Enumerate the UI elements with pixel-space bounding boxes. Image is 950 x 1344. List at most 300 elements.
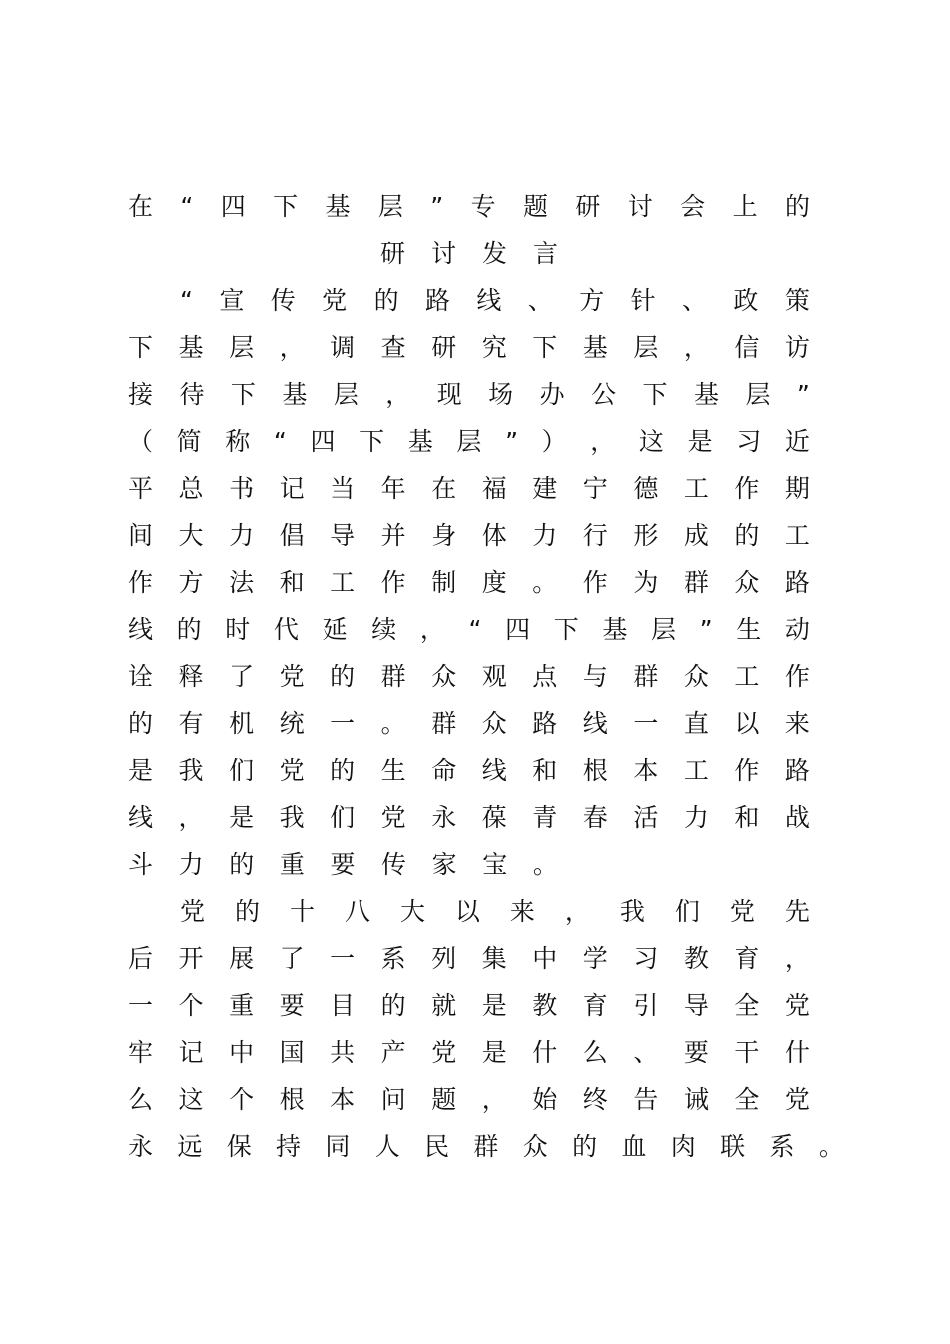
glyph: 先 xyxy=(784,897,810,926)
glyph: 永 xyxy=(128,1132,154,1161)
glyph: 生 xyxy=(380,756,406,785)
glyph: ， xyxy=(590,427,616,456)
glyph: 作 xyxy=(784,662,810,691)
glyph: 作 xyxy=(128,568,154,597)
glyph: 力 xyxy=(178,850,204,879)
paragraph-1-line-1 xyxy=(180,283,810,319)
glyph: 这 xyxy=(178,1085,204,1114)
glyph: 宝 xyxy=(482,850,508,879)
glyph: 来 xyxy=(509,897,535,926)
glyph: 方 xyxy=(579,286,605,315)
glyph: 育 xyxy=(734,944,760,973)
glyph: 终 xyxy=(582,1085,608,1114)
glyph: 生 xyxy=(736,615,762,644)
glyph: 始 xyxy=(532,1085,558,1114)
glyph: 就 xyxy=(431,991,457,1020)
glyph: 了 xyxy=(229,662,255,691)
glyph: “ xyxy=(180,286,193,315)
glyph: 一 xyxy=(128,991,154,1020)
glyph: 政 xyxy=(733,286,759,315)
glyph: 众 xyxy=(431,662,457,691)
glyph: 层 xyxy=(377,192,403,221)
glyph: 根 xyxy=(582,756,608,785)
glyph: 育 xyxy=(582,991,608,1020)
glyph: 续 xyxy=(371,615,397,644)
glyph: 是 xyxy=(229,803,255,832)
glyph: 是 xyxy=(687,427,713,456)
glyph: 教 xyxy=(532,991,558,1020)
glyph: 远 xyxy=(177,1132,203,1161)
glyph: 。 xyxy=(380,709,406,738)
glyph: 、 xyxy=(682,286,708,315)
glyph: 路 xyxy=(532,709,558,738)
glyph: 什 xyxy=(784,1038,810,1067)
glyph: 简 xyxy=(176,427,202,456)
glyph: 本 xyxy=(633,756,659,785)
glyph: 群 xyxy=(473,1132,499,1161)
glyph: 为 xyxy=(633,568,659,597)
glyph: 党 xyxy=(729,897,755,926)
glyph: 八 xyxy=(344,897,370,926)
glyph: 。 xyxy=(532,850,558,879)
glyph: 问 xyxy=(380,1085,406,1114)
glyph: 共 xyxy=(330,1038,356,1067)
glyph: 工 xyxy=(734,662,760,691)
glyph: 列 xyxy=(431,944,457,973)
glyph: 同 xyxy=(325,1132,351,1161)
glyph: 讨 xyxy=(627,192,653,221)
glyph: 、 xyxy=(633,1038,659,1067)
glyph: 众 xyxy=(522,1132,548,1161)
glyph: 有 xyxy=(178,709,204,738)
glyph: 发 xyxy=(481,239,507,268)
glyph: 方 xyxy=(178,568,204,597)
glyph: 的 xyxy=(330,756,356,785)
glyph: 的 xyxy=(572,1132,598,1161)
glyph: 福 xyxy=(481,474,507,503)
glyph: 上 xyxy=(732,192,758,221)
glyph: 全 xyxy=(734,1085,760,1114)
glyph: 肉 xyxy=(670,1132,696,1161)
glyph: 工 xyxy=(683,474,709,503)
glyph: 人 xyxy=(374,1132,400,1161)
glyph: 线 xyxy=(481,756,507,785)
glyph: 开 xyxy=(178,944,204,973)
glyph: 要 xyxy=(330,850,356,879)
glyph: 永 xyxy=(431,803,457,832)
glyph: 后 xyxy=(128,944,154,973)
glyph: 要 xyxy=(683,1038,709,1067)
glyph: 的 xyxy=(784,192,810,221)
glyph: “ xyxy=(468,615,482,644)
glyph: 众 xyxy=(481,709,507,738)
glyph: 公 xyxy=(591,380,617,409)
glyph: ” xyxy=(430,192,444,221)
glyph: 集 xyxy=(481,944,507,973)
glyph: 期 xyxy=(784,474,810,503)
glyph: 究 xyxy=(481,333,507,362)
paragraph-1-line-8 xyxy=(128,612,810,648)
glyph: 层 xyxy=(745,380,771,409)
glyph: ” xyxy=(796,380,810,409)
glyph: 一 xyxy=(330,709,356,738)
glyph: 时 xyxy=(225,615,251,644)
glyph: 的 xyxy=(380,991,406,1020)
glyph: 家 xyxy=(431,850,457,879)
glyph: 题 xyxy=(431,1085,457,1114)
glyph: 党 xyxy=(380,803,406,832)
glyph: 青 xyxy=(532,803,558,832)
glyph: 平 xyxy=(128,474,154,503)
glyph: 讨 xyxy=(430,239,456,268)
glyph: 是 xyxy=(128,756,154,785)
glyph: 我 xyxy=(619,897,645,926)
paragraph-2-line-6 xyxy=(128,1129,844,1165)
glyph: 和 xyxy=(734,803,760,832)
glyph: 我 xyxy=(178,756,204,785)
glyph: 传 xyxy=(381,850,407,879)
document-title-line-2 xyxy=(380,236,558,272)
glyph: 党 xyxy=(279,756,305,785)
glyph: 力 xyxy=(532,521,558,550)
glyph: 观 xyxy=(481,662,507,691)
glyph: 党 xyxy=(322,286,348,315)
glyph: 体 xyxy=(481,521,507,550)
glyph: 下 xyxy=(532,333,558,362)
glyph: 是 xyxy=(481,1038,507,1067)
glyph: 层 xyxy=(456,427,482,456)
glyph: 们 xyxy=(674,897,700,926)
glyph: 近 xyxy=(784,427,810,456)
glyph: 的 xyxy=(176,615,202,644)
glyph: 针 xyxy=(630,286,656,315)
glyph: 力 xyxy=(229,521,255,550)
glyph: 持 xyxy=(276,1132,302,1161)
glyph: 系 xyxy=(769,1132,795,1161)
glyph: 办 xyxy=(539,380,565,409)
glyph: 中 xyxy=(532,944,558,973)
paragraph-1-line-6 xyxy=(128,518,810,554)
paragraph-1-line-5 xyxy=(128,471,810,507)
glyph: 作 xyxy=(734,756,760,785)
glyph: 四 xyxy=(310,427,336,456)
glyph: 党 xyxy=(784,1085,810,1114)
glyph: 十 xyxy=(289,897,315,926)
glyph: 动 xyxy=(784,615,810,644)
glyph: 大 xyxy=(178,521,204,550)
glyph: 查 xyxy=(380,333,406,362)
glyph: 下 xyxy=(128,333,154,362)
glyph: 行 xyxy=(582,521,608,550)
glyph: 作 xyxy=(734,474,760,503)
glyph: 基 xyxy=(407,427,433,456)
glyph: 这 xyxy=(638,427,664,456)
glyph: 基 xyxy=(693,380,719,409)
glyph: ” xyxy=(505,427,519,456)
glyph: 命 xyxy=(431,756,457,785)
glyph: 产 xyxy=(380,1038,406,1067)
glyph: 研 xyxy=(575,192,601,221)
glyph: 工 xyxy=(683,756,709,785)
glyph: 宣 xyxy=(219,286,245,315)
glyph: 会 xyxy=(680,192,706,221)
glyph: 策 xyxy=(784,286,810,315)
glyph: 民 xyxy=(424,1132,450,1161)
glyph: 线 xyxy=(476,286,502,315)
glyph: 引 xyxy=(633,991,659,1020)
glyph: ” xyxy=(699,615,713,644)
glyph: ， xyxy=(419,615,445,644)
glyph: 建 xyxy=(532,474,558,503)
glyph: 题 xyxy=(523,192,549,221)
glyph: 下 xyxy=(553,615,579,644)
glyph: 牢 xyxy=(128,1038,154,1067)
glyph: 记 xyxy=(178,1038,204,1067)
glyph: ， xyxy=(279,333,305,362)
glyph: 导 xyxy=(330,521,356,550)
paragraph-2-line-5 xyxy=(128,1082,810,1118)
glyph: 党 xyxy=(784,991,810,1020)
glyph: 。 xyxy=(532,568,558,597)
glyph: 春 xyxy=(582,803,608,832)
glyph: 群 xyxy=(380,662,406,691)
paragraph-1-line-7 xyxy=(128,565,810,601)
glyph: 个 xyxy=(178,991,204,1020)
paragraph-1-line-2 xyxy=(128,330,810,366)
glyph: 言 xyxy=(532,239,558,268)
glyph: 么 xyxy=(582,1038,608,1067)
glyph: 下 xyxy=(230,380,256,409)
glyph: 的 xyxy=(234,897,260,926)
glyph: “ xyxy=(180,192,194,221)
glyph: 作 xyxy=(582,568,608,597)
glyph: 了 xyxy=(279,944,305,973)
paragraph-2-line-2 xyxy=(128,941,810,977)
glyph: 总 xyxy=(178,474,204,503)
paragraph-1-line-3 xyxy=(128,377,810,413)
glyph: 在 xyxy=(431,474,457,503)
glyph: ， xyxy=(385,380,411,409)
glyph: 全 xyxy=(734,991,760,1020)
glyph: 群 xyxy=(431,709,457,738)
glyph: 根 xyxy=(279,1085,305,1114)
glyph: 基 xyxy=(602,615,628,644)
glyph: 的 xyxy=(128,709,154,738)
glyph: 诫 xyxy=(683,1085,709,1114)
glyph: 身 xyxy=(431,521,457,550)
glyph: 重 xyxy=(279,850,305,879)
glyph: 层 xyxy=(229,333,255,362)
glyph: 导 xyxy=(683,991,709,1020)
glyph: 习 xyxy=(736,427,762,456)
paragraph-1-line-11 xyxy=(128,753,810,789)
glyph: 力 xyxy=(683,803,709,832)
glyph: 工 xyxy=(330,568,356,597)
glyph: 的 xyxy=(229,850,255,879)
glyph: 年 xyxy=(380,474,406,503)
glyph: ， xyxy=(784,944,810,973)
glyph: 路 xyxy=(784,568,810,597)
glyph: 的 xyxy=(330,662,356,691)
glyph: 重 xyxy=(229,991,255,1020)
glyph: 众 xyxy=(683,662,709,691)
glyph: 书 xyxy=(229,474,255,503)
glyph: 法 xyxy=(229,568,255,597)
glyph: 信 xyxy=(734,333,760,362)
glyph: 一 xyxy=(633,709,659,738)
glyph: 展 xyxy=(229,944,255,973)
glyph: 以 xyxy=(734,709,760,738)
glyph: ， xyxy=(481,1085,507,1114)
glyph: 和 xyxy=(532,756,558,785)
glyph: 。 xyxy=(818,1132,844,1161)
glyph: 工 xyxy=(784,521,810,550)
glyph: 专 xyxy=(470,192,496,221)
glyph: 群 xyxy=(633,662,659,691)
glyph: 战 xyxy=(784,803,810,832)
glyph: 成 xyxy=(683,521,709,550)
glyph: 点 xyxy=(532,662,558,691)
glyph: 待 xyxy=(179,380,205,409)
glyph: 线 xyxy=(128,615,154,644)
glyph: 学 xyxy=(582,944,608,973)
glyph: 基 xyxy=(178,333,204,362)
glyph: 本 xyxy=(330,1085,356,1114)
glyph: 德 xyxy=(633,474,659,503)
glyph: 并 xyxy=(380,521,406,550)
glyph: 基 xyxy=(282,380,308,409)
paragraph-1-line-12 xyxy=(128,800,810,836)
glyph: 研 xyxy=(431,333,457,362)
glyph: 来 xyxy=(784,709,810,738)
glyph: 路 xyxy=(784,756,810,785)
glyph: 个 xyxy=(229,1085,255,1114)
glyph: 大 xyxy=(399,897,425,926)
document-title-line-1 xyxy=(128,189,810,225)
paragraph-2-line-1 xyxy=(180,894,810,930)
glyph: 下 xyxy=(273,192,299,221)
glyph: 代 xyxy=(273,615,299,644)
glyph: 要 xyxy=(279,991,305,1020)
glyph: 层 xyxy=(333,380,359,409)
glyph: 研 xyxy=(380,239,406,268)
glyph: （ xyxy=(128,427,154,456)
glyph: 形 xyxy=(633,521,659,550)
glyph: 葆 xyxy=(481,803,507,832)
glyph: ， xyxy=(178,803,204,832)
glyph: 我 xyxy=(279,803,305,832)
glyph: 线 xyxy=(128,803,154,832)
glyph: 访 xyxy=(784,333,810,362)
glyph: 机 xyxy=(229,709,255,738)
glyph: 们 xyxy=(330,803,356,832)
glyph: 党 xyxy=(431,1038,457,1067)
glyph: 当 xyxy=(330,474,356,503)
paragraph-1-line-13 xyxy=(128,847,558,883)
glyph: 的 xyxy=(734,521,760,550)
glyph: 记 xyxy=(279,474,305,503)
glyph: 一 xyxy=(330,944,356,973)
glyph: 活 xyxy=(633,803,659,832)
glyph: 教 xyxy=(683,944,709,973)
glyph: 保 xyxy=(226,1132,252,1161)
glyph: “ xyxy=(273,427,287,456)
glyph: 层 xyxy=(650,615,676,644)
glyph: 群 xyxy=(683,568,709,597)
glyph: 目 xyxy=(330,991,356,1020)
glyph: 联 xyxy=(720,1132,746,1161)
glyph: 以 xyxy=(454,897,480,926)
glyph: ） xyxy=(541,427,567,456)
glyph: 调 xyxy=(330,333,356,362)
glyph: 告 xyxy=(633,1085,659,1114)
glyph: 诠 xyxy=(128,662,154,691)
paragraph-1-line-10 xyxy=(128,706,810,742)
glyph: 众 xyxy=(734,568,760,597)
glyph: 度 xyxy=(481,568,507,597)
paragraph-2-line-3 xyxy=(128,988,810,1024)
glyph: 倡 xyxy=(279,521,305,550)
glyph: 称 xyxy=(225,427,251,456)
glyph: 和 xyxy=(279,568,305,597)
glyph: 线 xyxy=(582,709,608,738)
glyph: 党 xyxy=(279,662,305,691)
glyph: 与 xyxy=(582,662,608,691)
glyph: 的 xyxy=(373,286,399,315)
glyph: 斗 xyxy=(128,850,154,879)
glyph: 现 xyxy=(436,380,462,409)
glyph: 下 xyxy=(642,380,668,409)
paragraph-1-line-9 xyxy=(128,659,810,695)
glyph: 统 xyxy=(279,709,305,738)
glyph: 们 xyxy=(229,756,255,785)
glyph: 基 xyxy=(325,192,351,221)
glyph: 场 xyxy=(488,380,514,409)
glyph: 国 xyxy=(279,1038,305,1067)
paragraph-1-line-4 xyxy=(128,424,810,460)
glyph: 层 xyxy=(633,333,659,362)
glyph: 是 xyxy=(481,991,507,1020)
glyph: 下 xyxy=(359,427,385,456)
glyph: 血 xyxy=(621,1132,647,1161)
glyph: 宁 xyxy=(582,474,608,503)
glyph: 传 xyxy=(270,286,296,315)
glyph: 、 xyxy=(527,286,553,315)
glyph: 四 xyxy=(505,615,531,644)
glyph: 党 xyxy=(180,897,206,926)
glyph: 路 xyxy=(424,286,450,315)
glyph: ， xyxy=(564,897,590,926)
glyph: 释 xyxy=(178,662,204,691)
glyph: 干 xyxy=(734,1038,760,1067)
glyph: ， xyxy=(683,333,709,362)
glyph: 基 xyxy=(582,333,608,362)
glyph: 习 xyxy=(633,944,659,973)
glyph: 在 xyxy=(128,192,154,221)
glyph: 系 xyxy=(380,944,406,973)
glyph: 什 xyxy=(532,1038,558,1067)
glyph: 间 xyxy=(128,521,154,550)
paragraph-2-line-4 xyxy=(128,1035,810,1071)
glyph: 制 xyxy=(431,568,457,597)
glyph: 中 xyxy=(229,1038,255,1067)
glyph: 作 xyxy=(380,568,406,597)
glyph: 四 xyxy=(220,192,246,221)
glyph: 延 xyxy=(322,615,348,644)
glyph: 么 xyxy=(128,1085,154,1114)
glyph: 接 xyxy=(128,380,154,409)
glyph: 直 xyxy=(683,709,709,738)
